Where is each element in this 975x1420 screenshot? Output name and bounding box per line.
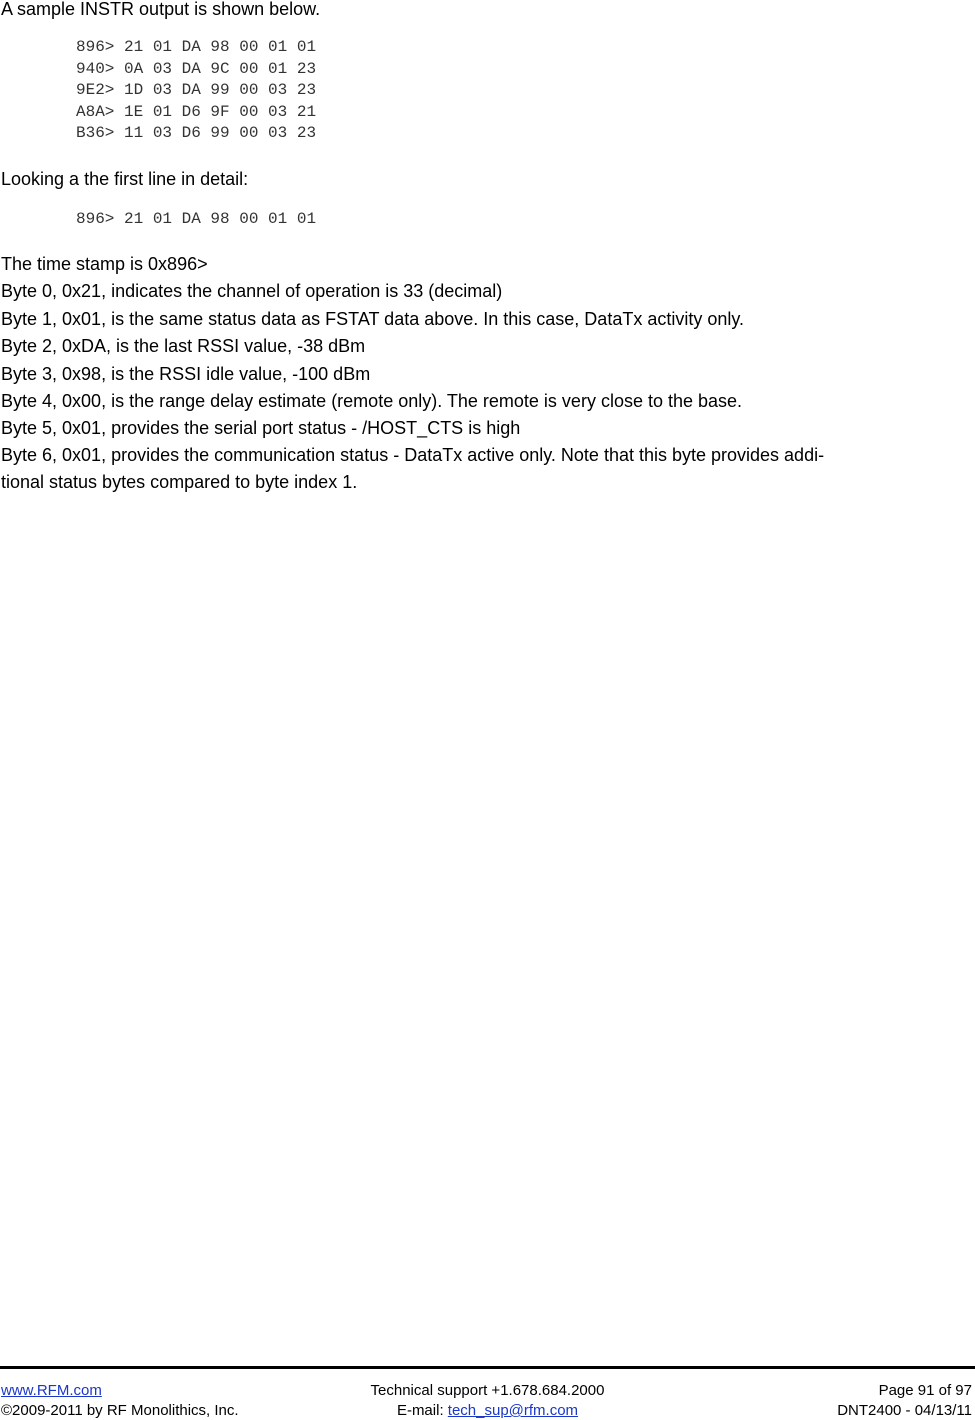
detail-code-block	[76, 209, 316, 231]
email-link[interactable]: tech_sup@rfm.com	[447, 1402, 579, 1419]
email-label: E-mail:	[396, 1402, 448, 1419]
footer-divider	[0, 1366, 975, 1369]
support-email	[0, 1402, 975, 1420]
intro-text: A sample INSTR output is shown below.	[1, 0, 321, 19]
paragraph-byte-5: Byte 5, 0x01, provides the serial port status - /HOST_CTS is high	[1, 418, 521, 438]
doc-revision: DNT2400 - 04/13/11	[837, 1402, 972, 1419]
detail-intro: Looking a the first line in detail:	[1, 169, 249, 189]
code-line: 896> 21 01 DA 98 00 01 01	[76, 38, 317, 56]
page-number: Page 91 of 97	[878, 1382, 972, 1399]
paragraph-byte-6-continued: tional status bytes compared to byte index 1.	[1, 472, 358, 492]
code-line: 9E2> 1D 03 DA 99 00 03 23	[76, 81, 317, 99]
website-link[interactable]: www.RFM.com	[1, 1382, 102, 1399]
support-phone: Technical support +1.678.684.2000	[370, 1382, 605, 1399]
paragraph-timestamp: The time stamp is 0x896>	[1, 254, 208, 274]
copyright-text: ©2009-2011 by RF Monolithics, Inc.	[1, 1402, 239, 1419]
paragraph-byte-1: Byte 1, 0x01, is the same status data as FSTAT data above. In this case, DataTx activity only.	[1, 309, 745, 329]
code-line: 940> 0A 03 DA 9C 00 01 23	[76, 59, 317, 78]
paragraph-byte-0: Byte 0, 0x21, indicates the channel of operation is 33 (decimal)	[1, 281, 503, 301]
code-line: 896> 21 01 DA 98 00 01 01	[76, 210, 317, 228]
paragraph-byte-6: Byte 6, 0x01, provides the communication status - DataTx active only. Note that this byte provides addi-	[1, 445, 825, 465]
code-line: B36> 11 03 D6 99 00 03 23	[76, 124, 317, 142]
sample-output-block	[76, 37, 316, 145]
paragraph-byte-2: Byte 2, 0xDA, is the last RSSI value, -38 dBm	[1, 336, 366, 356]
paragraph-byte-3: Byte 3, 0x98, is the RSSI idle value, -100 dBm	[1, 364, 371, 384]
code-line: A8A> 1E 01 D6 9F 00 03 21	[76, 102, 317, 121]
paragraph-byte-4: Byte 4, 0x00, is the range delay estimate (remote only). The remote is very close to the base.	[1, 391, 743, 411]
